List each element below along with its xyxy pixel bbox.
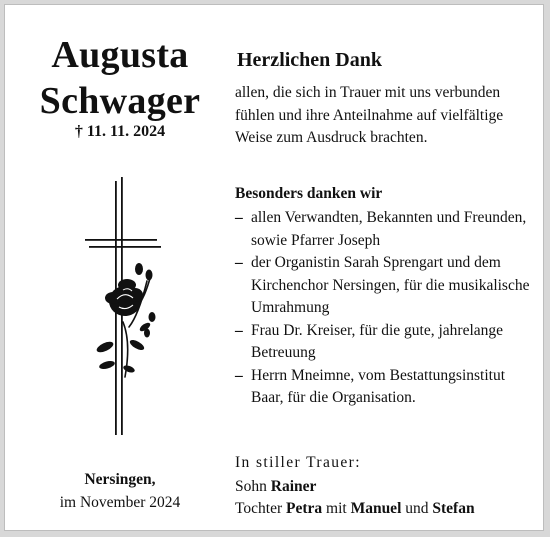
dash-bullet: – bbox=[235, 209, 243, 226]
thanks-heading: Herzlichen Dank bbox=[237, 49, 382, 71]
deceased-column bbox=[5, 5, 235, 530]
list-item-text: allen Verwandten, Bekannten und Freunden, sowie Pfarrer Joseph bbox=[251, 209, 527, 249]
mourners-label: In stiller Trauer: bbox=[235, 454, 361, 471]
list-item-text: Frau Dr. Kreiser, für die gute, jahrelange Betreuung bbox=[251, 321, 504, 361]
dash-bullet: – bbox=[235, 254, 243, 271]
intro-text: allen, die sich in Trauer mit uns verbunden fühlen und ihre Anteilnahme auf vielfältige Weise zum Ausdruck brachten. bbox=[235, 84, 504, 146]
list-item-text: der Organistin Sarah Sprengart und dem Kirchenchor Nersingen, für die musikalische Umrahmung bbox=[251, 254, 530, 316]
connector-text: mit bbox=[322, 500, 351, 517]
list-item bbox=[235, 320, 530, 365]
mourner-name: Petra bbox=[286, 500, 323, 517]
place: Nersingen, bbox=[84, 471, 156, 488]
thanks-column bbox=[235, 5, 535, 530]
list-item bbox=[235, 252, 530, 320]
connector-text: und bbox=[401, 500, 433, 517]
dash-bullet: – bbox=[235, 321, 243, 339]
list-item-text: Herrn Mneimne, vom Bestattungsinstitut Baar, für die Organisation. bbox=[251, 366, 506, 406]
relation-label: Sohn bbox=[235, 478, 271, 495]
mourner-name: Stefan bbox=[432, 500, 475, 517]
relation-label: Tochter bbox=[235, 500, 286, 517]
thanks-list bbox=[235, 207, 530, 410]
cross-with-rose-icon bbox=[77, 177, 167, 439]
obituary-card bbox=[4, 4, 544, 531]
list-item bbox=[235, 365, 530, 410]
deceased-last-name: Schwager bbox=[39, 80, 201, 122]
list-item bbox=[235, 207, 530, 252]
dash-bullet: – bbox=[235, 366, 243, 384]
death-date: † 11. 11. 2024 bbox=[74, 123, 166, 140]
notice-date: im November 2024 bbox=[59, 494, 181, 511]
mourner-line-son bbox=[235, 476, 316, 498]
mourner-line-daughter bbox=[235, 498, 475, 520]
mourner-name: Rainer bbox=[270, 478, 317, 495]
deceased-first-name: Augusta bbox=[51, 34, 189, 76]
special-thanks-heading: Besonders danken wir bbox=[235, 185, 383, 202]
mourner-name: Manuel bbox=[350, 500, 402, 517]
